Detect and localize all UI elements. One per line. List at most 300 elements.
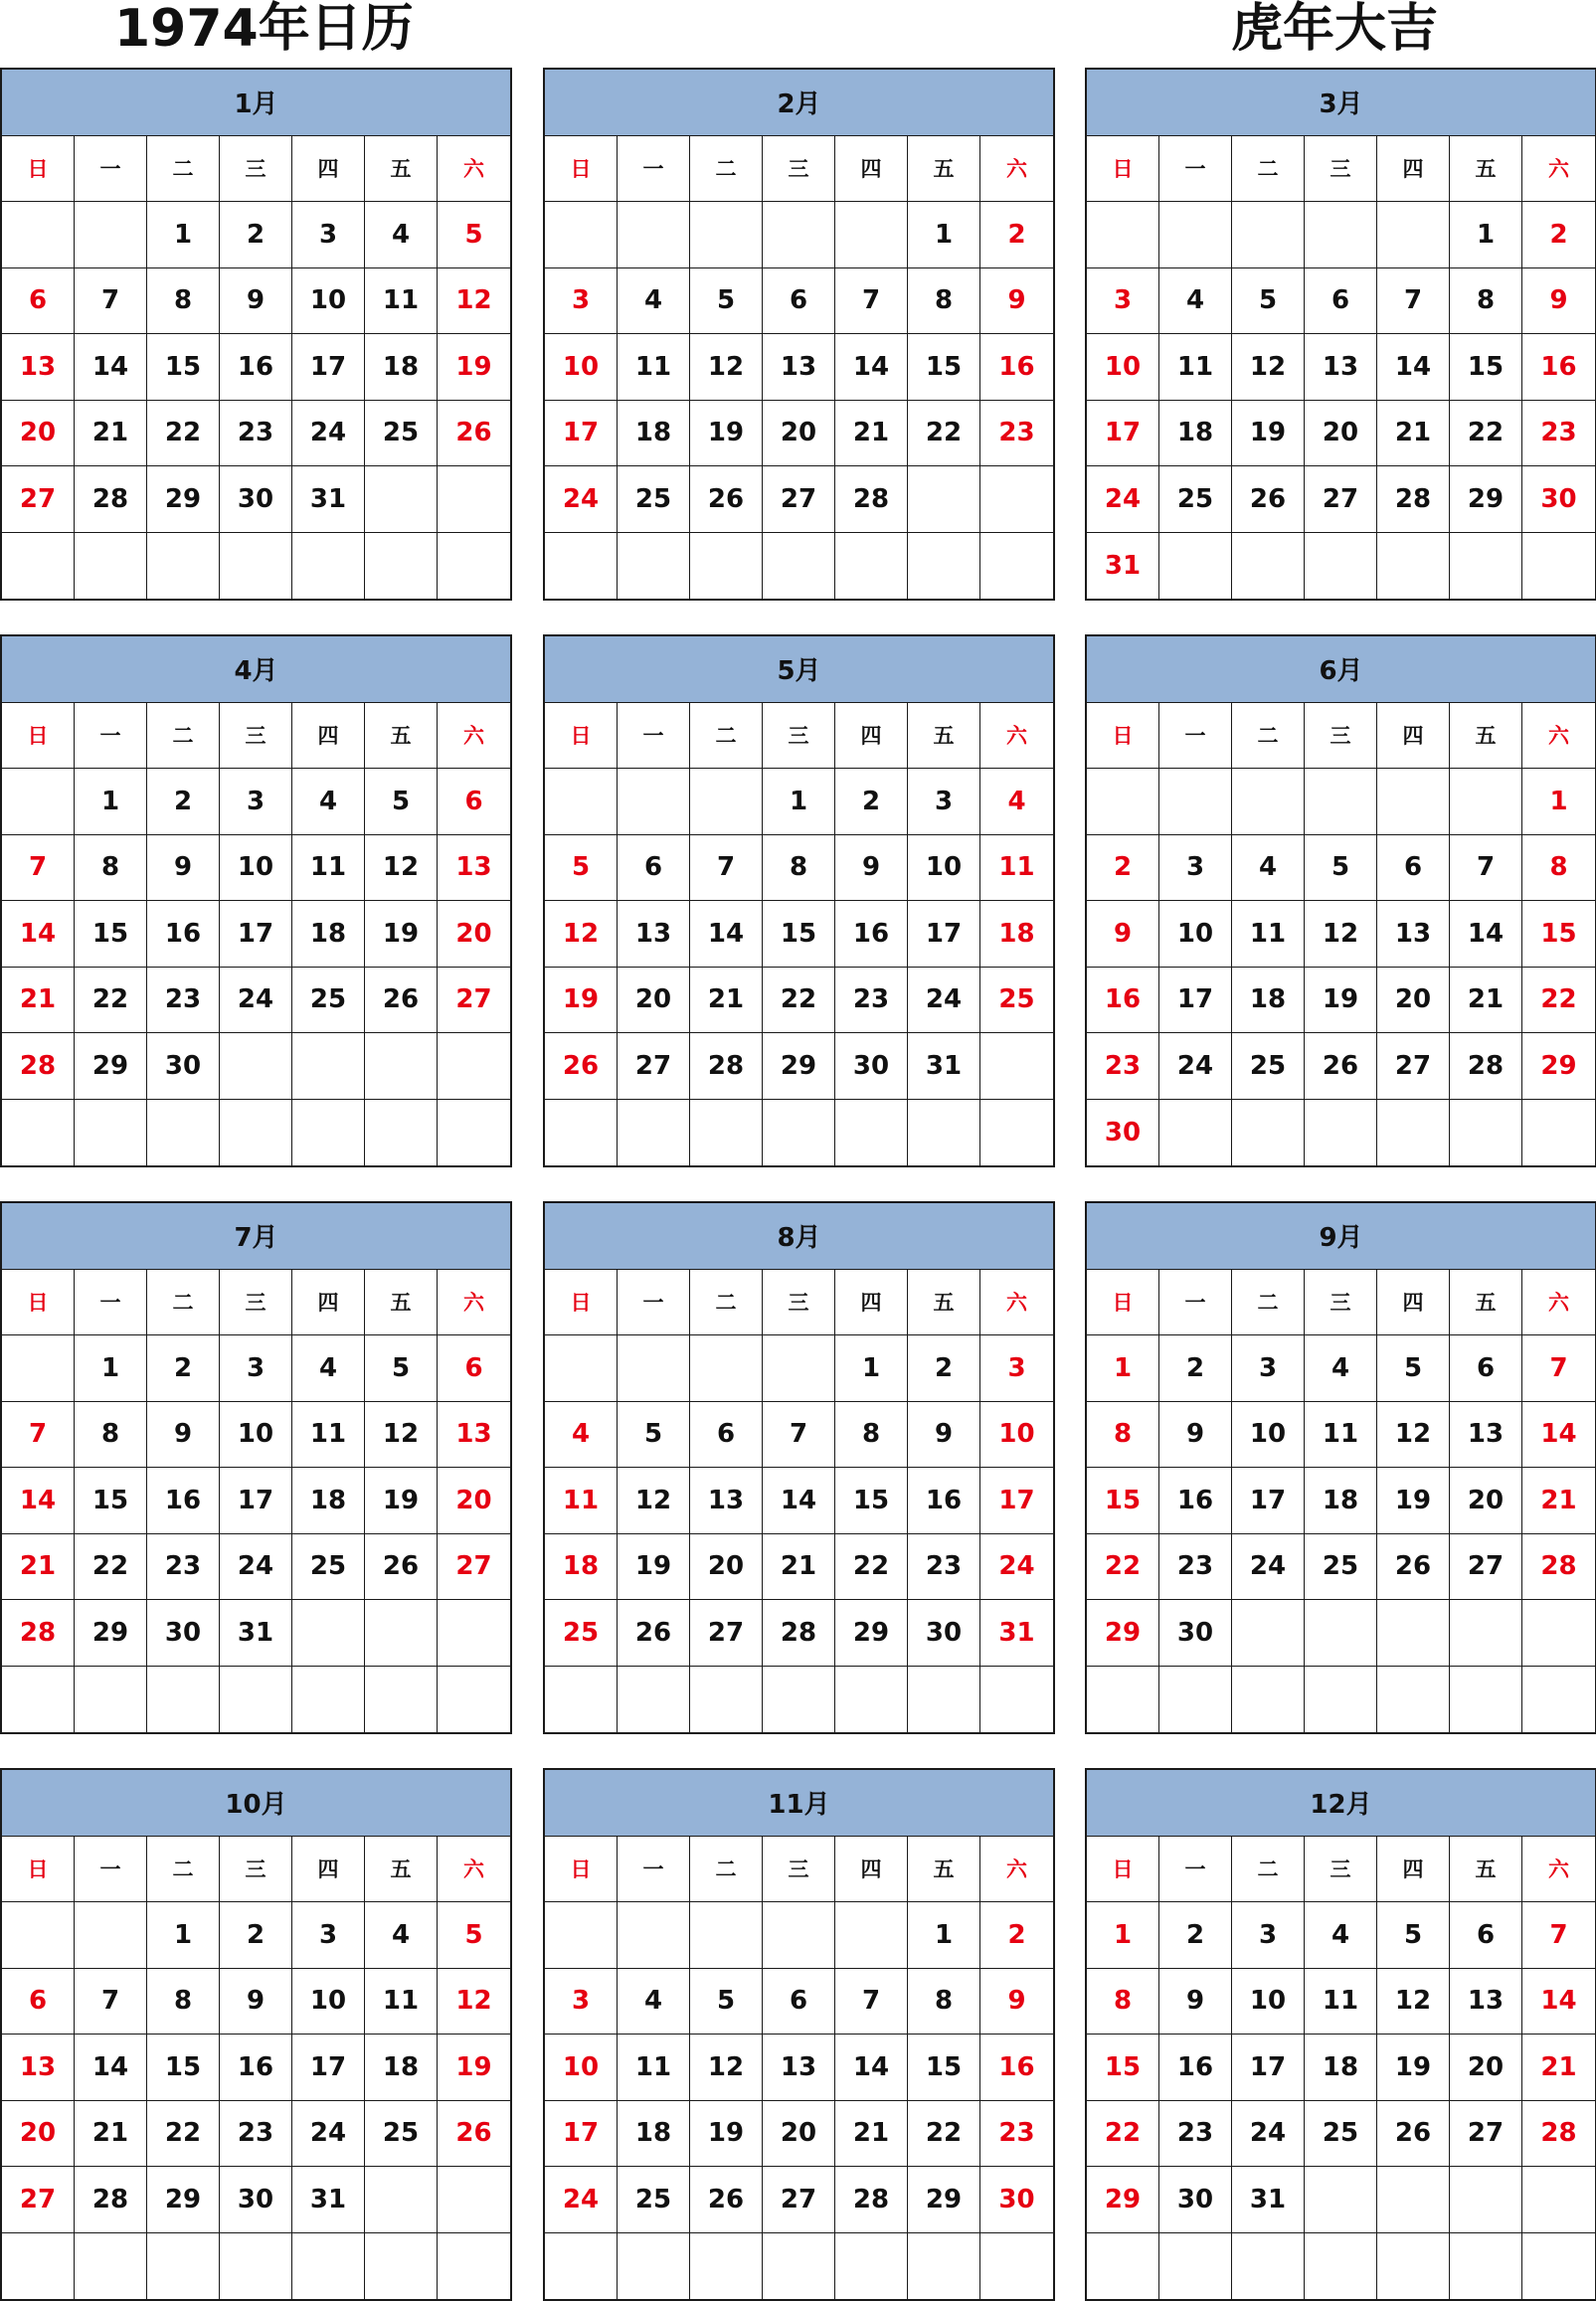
- day-cell: 30: [1522, 466, 1595, 533]
- month-calendar: [543, 1201, 1055, 1734]
- day-cell: 3: [292, 1902, 365, 1969]
- day-cell: 17: [545, 2101, 618, 2168]
- day-cell: 30: [1159, 1600, 1232, 1667]
- day-cell: 8: [75, 1402, 147, 1469]
- day-cell: 24: [1159, 1033, 1232, 1100]
- day-cell: 8: [1087, 1402, 1159, 1469]
- empty-cell: [690, 1902, 763, 1969]
- empty-cell: [763, 1667, 835, 1733]
- month-header: 3月: [1087, 70, 1595, 136]
- day-cell: 24: [1232, 1534, 1305, 1601]
- day-cell: 27: [2, 2167, 75, 2233]
- weekday-label: 一: [1159, 703, 1232, 770]
- day-cell: 4: [545, 1402, 618, 1469]
- day-cell: 27: [1450, 2101, 1522, 2168]
- day-cell: 22: [908, 2101, 980, 2168]
- day-cell: 23: [1159, 2101, 1232, 2168]
- month-header: 11月: [545, 1770, 1053, 1837]
- day-cell: 9: [1087, 901, 1159, 968]
- day-cell: 29: [1087, 1600, 1159, 1667]
- day-cell: 5: [365, 1335, 438, 1402]
- day-cell: 2: [220, 1902, 292, 1969]
- day-cell: 3: [908, 769, 980, 835]
- day-cell: 21: [690, 968, 763, 1034]
- day-cell: 3: [1232, 1902, 1305, 1969]
- empty-cell: [618, 769, 690, 835]
- day-cell: 27: [438, 968, 510, 1034]
- day-cell: 10: [1159, 901, 1232, 968]
- empty-cell: [1305, 2167, 1377, 2233]
- day-cell: 22: [147, 401, 220, 467]
- weekday-label: 五: [908, 136, 980, 203]
- day-cell: 8: [1450, 268, 1522, 335]
- day-cell: 25: [1232, 1033, 1305, 1100]
- weekday-label: 五: [1450, 136, 1522, 203]
- day-cell: 20: [763, 2101, 835, 2168]
- day-cell: 4: [618, 1969, 690, 2036]
- day-cell: 1: [75, 1335, 147, 1402]
- day-cell: 18: [545, 1534, 618, 1601]
- day-cell: 11: [1305, 1402, 1377, 1469]
- month-header: 8月: [545, 1203, 1053, 1270]
- day-cell: 12: [438, 1969, 510, 2036]
- day-cell: 2: [1087, 835, 1159, 902]
- day-cell: 25: [365, 2101, 438, 2168]
- empty-cell: [365, 2233, 438, 2300]
- weekday-label: 一: [618, 703, 690, 770]
- day-cell: 20: [1377, 968, 1450, 1034]
- day-cell: 14: [690, 901, 763, 968]
- day-cell: 31: [908, 1033, 980, 1100]
- day-cell: 2: [147, 1335, 220, 1402]
- weekday-label: 三: [1305, 1270, 1377, 1336]
- empty-cell: [2, 1902, 75, 1969]
- day-cell: 30: [835, 1033, 908, 1100]
- day-cell: 6: [2, 1969, 75, 2036]
- empty-cell: [365, 1667, 438, 1733]
- weekday-label: 三: [763, 1837, 835, 1903]
- day-cell: 18: [292, 1468, 365, 1534]
- day-cell: 6: [1305, 268, 1377, 335]
- weekday-label: 三: [220, 703, 292, 770]
- month-calendar: [0, 634, 512, 1167]
- empty-cell: [365, 466, 438, 533]
- weekday-label: 日: [2, 136, 75, 203]
- day-cell: 30: [1159, 2167, 1232, 2233]
- day-cell: 6: [690, 1402, 763, 1469]
- day-cell: 16: [980, 2035, 1053, 2101]
- day-cell: 21: [763, 1534, 835, 1601]
- day-cell: 19: [545, 968, 618, 1034]
- weekday-label: 五: [365, 1837, 438, 1903]
- empty-cell: [1159, 1100, 1232, 1166]
- day-cell: 26: [1377, 2101, 1450, 2168]
- day-cell: 24: [220, 968, 292, 1034]
- weekday-label: 二: [690, 136, 763, 203]
- empty-cell: [1232, 769, 1305, 835]
- day-cell: 25: [545, 1600, 618, 1667]
- day-cell: 6: [1450, 1335, 1522, 1402]
- day-cell: 8: [763, 835, 835, 902]
- empty-cell: [690, 2233, 763, 2300]
- day-cell: 18: [618, 2101, 690, 2168]
- day-cell: 16: [835, 901, 908, 968]
- day-cell: 9: [220, 268, 292, 335]
- day-cell: 3: [1159, 835, 1232, 902]
- empty-cell: [763, 1902, 835, 1969]
- day-cell: 12: [618, 1468, 690, 1534]
- weekday-label: 三: [220, 1837, 292, 1903]
- day-cell: 15: [908, 2035, 980, 2101]
- day-cell: 12: [1232, 334, 1305, 401]
- day-cell: 15: [1450, 334, 1522, 401]
- empty-cell: [908, 466, 980, 533]
- day-cell: 8: [908, 1969, 980, 2036]
- weekday-label: 日: [545, 1837, 618, 1903]
- weekday-label: 日: [1087, 136, 1159, 203]
- day-cell: 6: [438, 769, 510, 835]
- empty-cell: [1522, 533, 1595, 600]
- day-cell: 2: [1159, 1902, 1232, 1969]
- weekday-label: 三: [220, 1270, 292, 1336]
- weekday-label: 一: [1159, 1837, 1232, 1903]
- empty-cell: [75, 202, 147, 268]
- empty-cell: [147, 533, 220, 600]
- weekday-label: 二: [690, 1837, 763, 1903]
- day-cell: 2: [1159, 1335, 1232, 1402]
- empty-cell: [618, 1667, 690, 1733]
- empty-cell: [908, 533, 980, 600]
- weekday-label: 一: [1159, 1270, 1232, 1336]
- day-cell: 20: [1305, 401, 1377, 467]
- day-cell: 20: [2, 401, 75, 467]
- empty-cell: [438, 466, 510, 533]
- weekday-label: 二: [690, 703, 763, 770]
- day-cell: 9: [220, 1969, 292, 2036]
- empty-cell: [1450, 1100, 1522, 1166]
- day-cell: 5: [1377, 1902, 1450, 1969]
- day-cell: 5: [690, 268, 763, 335]
- day-cell: 3: [545, 1969, 618, 2036]
- empty-cell: [690, 1335, 763, 1402]
- day-cell: 2: [908, 1335, 980, 1402]
- day-cell: 21: [835, 401, 908, 467]
- day-cell: 19: [1377, 1468, 1450, 1534]
- day-cell: 28: [2, 1600, 75, 1667]
- day-cell: 14: [2, 1468, 75, 1534]
- day-cell: 10: [1232, 1969, 1305, 2036]
- day-cell: 28: [835, 2167, 908, 2233]
- weekday-label: 一: [618, 1837, 690, 1903]
- day-cell: 21: [1522, 1468, 1595, 1534]
- empty-cell: [220, 1667, 292, 1733]
- day-cell: 1: [908, 202, 980, 268]
- empty-cell: [980, 1667, 1053, 1733]
- day-cell: 22: [908, 401, 980, 467]
- day-cell: 25: [618, 2167, 690, 2233]
- day-cell: 13: [763, 334, 835, 401]
- day-cell: 29: [147, 2167, 220, 2233]
- day-cell: 5: [438, 1902, 510, 1969]
- day-cell: 12: [1305, 901, 1377, 968]
- empty-cell: [1522, 2167, 1595, 2233]
- day-cell: 28: [75, 2167, 147, 2233]
- day-cell: 26: [438, 401, 510, 467]
- empty-cell: [1305, 1600, 1377, 1667]
- empty-cell: [545, 202, 618, 268]
- weekday-label: 五: [365, 136, 438, 203]
- day-cell: 25: [1305, 1534, 1377, 1601]
- empty-cell: [147, 1667, 220, 1733]
- day-cell: 26: [545, 1033, 618, 1100]
- day-cell: 23: [835, 968, 908, 1034]
- weekday-label: 四: [292, 136, 365, 203]
- day-cell: 3: [220, 769, 292, 835]
- day-cell: 4: [1305, 1335, 1377, 1402]
- day-cell: 14: [1522, 1969, 1595, 2036]
- day-cell: 29: [835, 1600, 908, 1667]
- day-cell: 17: [220, 901, 292, 968]
- day-cell: 29: [75, 1033, 147, 1100]
- day-cell: 31: [980, 1600, 1053, 1667]
- day-cell: 27: [1450, 1534, 1522, 1601]
- day-cell: 12: [1377, 1969, 1450, 2036]
- weekday-label: 六: [438, 1837, 510, 1903]
- day-cell: 19: [1305, 968, 1377, 1034]
- day-cell: 19: [1232, 401, 1305, 467]
- day-cell: 29: [1087, 2167, 1159, 2233]
- empty-cell: [763, 1100, 835, 1166]
- day-cell: 4: [618, 268, 690, 335]
- day-cell: 24: [980, 1534, 1053, 1601]
- weekday-label: 日: [1087, 1270, 1159, 1336]
- empty-cell: [545, 1667, 618, 1733]
- day-cell: 7: [1377, 268, 1450, 335]
- day-cell: 10: [292, 1969, 365, 2036]
- day-cell: 17: [1159, 968, 1232, 1034]
- day-cell: 19: [690, 2101, 763, 2168]
- day-cell: 7: [75, 268, 147, 335]
- day-cell: 27: [763, 2167, 835, 2233]
- day-cell: 16: [147, 901, 220, 968]
- day-cell: 22: [1087, 1534, 1159, 1601]
- day-cell: 4: [1232, 835, 1305, 902]
- empty-cell: [220, 1033, 292, 1100]
- empty-cell: [1450, 1600, 1522, 1667]
- weekday-label: 六: [980, 1837, 1053, 1903]
- day-cell: 31: [220, 1600, 292, 1667]
- day-cell: 26: [690, 2167, 763, 2233]
- day-cell: 1: [908, 1902, 980, 1969]
- empty-cell: [1305, 202, 1377, 268]
- empty-cell: [545, 1902, 618, 1969]
- empty-cell: [1377, 1100, 1450, 1166]
- day-cell: 6: [618, 835, 690, 902]
- weekday-label: 四: [835, 1837, 908, 1903]
- day-cell: 30: [1087, 1100, 1159, 1166]
- day-cell: 12: [365, 835, 438, 902]
- empty-cell: [1305, 1667, 1377, 1733]
- day-cell: 14: [1450, 901, 1522, 968]
- empty-cell: [1450, 1667, 1522, 1733]
- day-cell: 24: [1232, 2101, 1305, 2168]
- day-cell: 24: [292, 401, 365, 467]
- day-cell: 17: [292, 334, 365, 401]
- day-cell: 5: [1305, 835, 1377, 902]
- day-cell: 18: [1305, 1468, 1377, 1534]
- day-cell: 3: [1232, 1335, 1305, 1402]
- empty-cell: [1377, 1667, 1450, 1733]
- weekday-label: 一: [618, 136, 690, 203]
- day-cell: 3: [1087, 268, 1159, 335]
- day-cell: 18: [618, 401, 690, 467]
- day-cell: 21: [1522, 2035, 1595, 2101]
- empty-cell: [1232, 533, 1305, 600]
- day-cell: 14: [835, 334, 908, 401]
- empty-cell: [1377, 1600, 1450, 1667]
- weekday-label: 六: [980, 136, 1053, 203]
- day-cell: 26: [1305, 1033, 1377, 1100]
- day-cell: 17: [908, 901, 980, 968]
- day-cell: 16: [908, 1468, 980, 1534]
- day-cell: 22: [763, 968, 835, 1034]
- empty-cell: [292, 1600, 365, 1667]
- day-cell: 4: [292, 769, 365, 835]
- day-cell: 10: [220, 835, 292, 902]
- empty-cell: [1087, 2233, 1159, 2300]
- day-cell: 1: [147, 1902, 220, 1969]
- day-cell: 25: [292, 968, 365, 1034]
- empty-cell: [1305, 1100, 1377, 1166]
- day-cell: 25: [1159, 466, 1232, 533]
- day-cell: 26: [438, 2101, 510, 2168]
- empty-cell: [908, 2233, 980, 2300]
- day-cell: 6: [763, 1969, 835, 2036]
- day-cell: 5: [365, 769, 438, 835]
- empty-cell: [75, 2233, 147, 2300]
- day-cell: 24: [545, 466, 618, 533]
- day-cell: 16: [220, 2035, 292, 2101]
- day-cell: 16: [1522, 334, 1595, 401]
- day-cell: 13: [1450, 1402, 1522, 1469]
- empty-cell: [618, 1902, 690, 1969]
- day-cell: 5: [618, 1402, 690, 1469]
- day-cell: 14: [2, 901, 75, 968]
- weekday-label: 二: [147, 1837, 220, 1903]
- weekday-label: 日: [1087, 1837, 1159, 1903]
- empty-cell: [1522, 2233, 1595, 2300]
- weekday-label: 日: [545, 136, 618, 203]
- day-cell: 27: [1305, 466, 1377, 533]
- day-cell: 17: [220, 1468, 292, 1534]
- day-cell: 16: [1159, 1468, 1232, 1534]
- day-cell: 29: [1522, 1033, 1595, 1100]
- day-cell: 18: [1232, 968, 1305, 1034]
- day-cell: 13: [2, 2035, 75, 2101]
- day-cell: 25: [1305, 2101, 1377, 2168]
- day-cell: 29: [1450, 466, 1522, 533]
- weekday-label: 日: [2, 703, 75, 770]
- empty-cell: [1377, 533, 1450, 600]
- empty-cell: [365, 1600, 438, 1667]
- day-cell: 12: [365, 1402, 438, 1469]
- day-cell: 10: [292, 268, 365, 335]
- weekday-label: 六: [980, 703, 1053, 770]
- empty-cell: [292, 533, 365, 600]
- day-cell: 27: [763, 466, 835, 533]
- day-cell: 6: [763, 268, 835, 335]
- month-calendar: [1085, 68, 1596, 601]
- weekday-label: 二: [147, 136, 220, 203]
- day-cell: 29: [147, 466, 220, 533]
- day-cell: 20: [690, 1534, 763, 1601]
- day-cell: 10: [980, 1402, 1053, 1469]
- day-cell: 7: [2, 835, 75, 902]
- empty-cell: [1522, 1100, 1595, 1166]
- day-cell: 7: [1450, 835, 1522, 902]
- weekday-label: 二: [690, 1270, 763, 1336]
- day-cell: 26: [618, 1600, 690, 1667]
- day-cell: 25: [618, 466, 690, 533]
- day-cell: 21: [1377, 401, 1450, 467]
- weekday-label: 日: [545, 1270, 618, 1336]
- weekday-label: 四: [292, 703, 365, 770]
- day-cell: 31: [1087, 533, 1159, 600]
- day-cell: 14: [1522, 1402, 1595, 1469]
- day-cell: 15: [147, 334, 220, 401]
- weekday-label: 六: [438, 136, 510, 203]
- empty-cell: [1087, 1667, 1159, 1733]
- empty-cell: [980, 1100, 1053, 1166]
- day-cell: 15: [1522, 901, 1595, 968]
- weekday-label: 一: [75, 1270, 147, 1336]
- day-cell: 18: [1159, 401, 1232, 467]
- day-cell: 12: [690, 334, 763, 401]
- day-cell: 12: [545, 901, 618, 968]
- day-cell: 11: [618, 334, 690, 401]
- empty-cell: [75, 533, 147, 600]
- month-calendar: [1085, 1768, 1596, 2301]
- weekday-label: 五: [1450, 703, 1522, 770]
- day-cell: 18: [980, 901, 1053, 968]
- empty-cell: [1232, 1600, 1305, 1667]
- day-cell: 1: [147, 202, 220, 268]
- day-cell: 8: [835, 1402, 908, 1469]
- weekday-label: 五: [1450, 1270, 1522, 1336]
- day-cell: 13: [1377, 901, 1450, 968]
- empty-cell: [1305, 2233, 1377, 2300]
- empty-cell: [1377, 2233, 1450, 2300]
- day-cell: 29: [763, 1033, 835, 1100]
- day-cell: 1: [1087, 1335, 1159, 1402]
- day-cell: 25: [365, 401, 438, 467]
- empty-cell: [1232, 202, 1305, 268]
- day-cell: 17: [292, 2035, 365, 2101]
- empty-cell: [2, 202, 75, 268]
- day-cell: 6: [2, 268, 75, 335]
- weekday-label: 三: [763, 703, 835, 770]
- weekday-label: 三: [1305, 136, 1377, 203]
- day-cell: 7: [1522, 1335, 1595, 1402]
- weekday-label: 二: [1232, 136, 1305, 203]
- empty-cell: [1450, 2233, 1522, 2300]
- day-cell: 22: [1522, 968, 1595, 1034]
- calendar-year-title: 1974年日历: [114, 0, 414, 59]
- empty-cell: [835, 2233, 908, 2300]
- day-cell: 29: [75, 1600, 147, 1667]
- day-cell: 28: [1522, 1534, 1595, 1601]
- day-cell: 1: [835, 1335, 908, 1402]
